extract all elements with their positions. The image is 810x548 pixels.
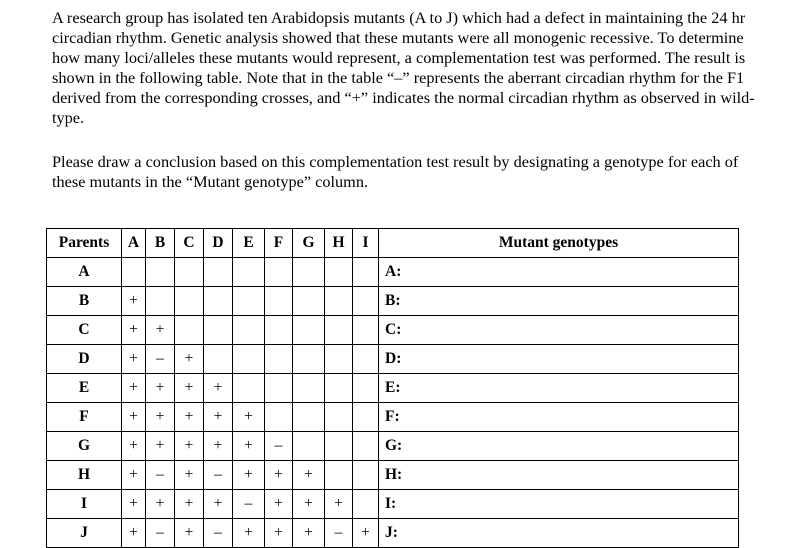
genotype-answer-cell[interactable]: C:	[379, 316, 739, 345]
cross-result-cell: +	[353, 519, 379, 548]
cross-result-cell	[233, 258, 265, 287]
cross-result-cell: +	[146, 432, 175, 461]
cross-result-cell: –	[204, 519, 233, 548]
row-parent-label: H	[47, 461, 122, 490]
table-row	[47, 519, 739, 548]
cross-result-cell: +	[122, 374, 146, 403]
cross-result-cell	[204, 316, 233, 345]
cross-result-cell: +	[122, 432, 146, 461]
cross-result-cell: +	[204, 374, 233, 403]
genotype-answer-cell[interactable]: G:	[379, 432, 739, 461]
column-header: C	[175, 229, 204, 258]
cross-result-cell: –	[265, 432, 293, 461]
row-parent-label: G	[47, 432, 122, 461]
cross-result-cell	[265, 374, 293, 403]
cross-result-cell: +	[204, 490, 233, 519]
row-parent-label: A	[47, 258, 122, 287]
cross-result-cell: +	[146, 403, 175, 432]
cross-result-cell	[175, 287, 204, 316]
cross-result-cell: +	[233, 403, 265, 432]
column-header: A	[122, 229, 146, 258]
cross-result-cell	[122, 258, 146, 287]
corner-header: Parents	[47, 229, 122, 258]
cross-result-cell: +	[175, 432, 204, 461]
cross-result-cell: +	[146, 490, 175, 519]
cross-result-cell: –	[146, 461, 175, 490]
cross-result-cell	[265, 345, 293, 374]
cross-result-cell	[293, 258, 325, 287]
cross-result-cell	[353, 287, 379, 316]
cross-result-cell	[233, 316, 265, 345]
genotype-answer-cell[interactable]: H:	[379, 461, 739, 490]
cross-result-cell	[325, 461, 353, 490]
column-header: F	[265, 229, 293, 258]
cross-result-cell: +	[175, 345, 204, 374]
cross-result-cell: +	[122, 345, 146, 374]
genotype-answer-cell[interactable]: D:	[379, 345, 739, 374]
cross-result-cell	[265, 316, 293, 345]
genotype-header: Mutant genotypes	[379, 229, 739, 258]
cross-result-cell	[233, 345, 265, 374]
cross-result-cell: +	[204, 403, 233, 432]
column-header: H	[325, 229, 353, 258]
cross-result-cell: +	[233, 432, 265, 461]
cross-result-cell: +	[122, 403, 146, 432]
table-row	[47, 258, 739, 287]
row-parent-label: C	[47, 316, 122, 345]
row-parent-label: F	[47, 403, 122, 432]
cross-result-cell: +	[175, 403, 204, 432]
table-row	[47, 345, 739, 374]
cross-result-cell	[204, 287, 233, 316]
cross-result-cell	[233, 374, 265, 403]
cross-result-cell: +	[122, 519, 146, 548]
cross-result-cell	[325, 345, 353, 374]
cross-result-cell: +	[233, 519, 265, 548]
cross-result-cell	[233, 287, 265, 316]
row-parent-label: I	[47, 490, 122, 519]
cross-result-cell: +	[233, 461, 265, 490]
cross-result-cell	[293, 345, 325, 374]
cross-result-cell: +	[293, 519, 325, 548]
column-header: B	[146, 229, 175, 258]
cross-result-cell: –	[204, 461, 233, 490]
cross-result-cell: +	[122, 316, 146, 345]
column-header: E	[233, 229, 265, 258]
cross-result-cell: +	[265, 519, 293, 548]
cross-result-cell: –	[233, 490, 265, 519]
cross-result-cell: +	[265, 461, 293, 490]
cross-result-cell	[325, 374, 353, 403]
cross-result-cell	[353, 432, 379, 461]
cross-result-cell: +	[122, 461, 146, 490]
cross-result-cell	[353, 490, 379, 519]
cross-result-cell	[325, 287, 353, 316]
table-row	[47, 432, 739, 461]
cross-result-cell	[175, 258, 204, 287]
instruction-paragraph: Please draw a conclusion based on this complementation test result by designating a genotype for each of these mutants in the “Mutant genotype” column.	[52, 152, 739, 191]
table-row	[47, 403, 739, 432]
cross-result-cell: +	[122, 490, 146, 519]
cross-result-cell	[293, 432, 325, 461]
cross-result-cell	[204, 345, 233, 374]
genotype-answer-cell[interactable]: B:	[379, 287, 739, 316]
cross-result-cell	[353, 461, 379, 490]
cross-result-cell: +	[146, 316, 175, 345]
genotype-answer-cell[interactable]: J:	[379, 519, 739, 548]
cross-result-cell: +	[122, 287, 146, 316]
cross-result-cell: +	[175, 490, 204, 519]
cross-result-cell: +	[175, 519, 204, 548]
cross-result-cell: –	[146, 519, 175, 548]
cross-result-cell	[325, 316, 353, 345]
cross-result-cell: +	[293, 490, 325, 519]
cross-result-cell: +	[175, 461, 204, 490]
cross-result-cell	[175, 316, 204, 345]
cross-result-cell	[353, 403, 379, 432]
table-row	[47, 287, 739, 316]
cross-result-cell	[265, 403, 293, 432]
cross-result-cell	[265, 287, 293, 316]
cross-result-cell	[146, 258, 175, 287]
cross-result-cell	[293, 316, 325, 345]
row-parent-label: E	[47, 374, 122, 403]
cross-result-cell	[353, 316, 379, 345]
cross-result-cell: –	[325, 519, 353, 548]
table-row	[47, 490, 739, 519]
cross-result-cell	[265, 258, 293, 287]
cross-result-cell: +	[293, 461, 325, 490]
cross-result-cell: +	[146, 374, 175, 403]
genotype-answer-cell[interactable]: A:	[379, 258, 739, 287]
cross-result-cell	[353, 374, 379, 403]
cross-result-cell	[293, 287, 325, 316]
cross-result-cell: +	[265, 490, 293, 519]
cross-result-cell: +	[175, 374, 204, 403]
row-parent-label: B	[47, 287, 122, 316]
intro-paragraph: A research group has isolated ten Arabidopsis mutants (A to J) which had a defect in maintaining the 24 hr circadian rhythm. Genetic analysis showed that these mutants were all monogenic recessive. To determine how many loci/alleles these mutants would represent, a complementation test was performed. The result is shown in the following table. Note that in the table “–” represents the aberrant circadian rhythm for the F1 derived from the corresponding crosses, and “+” indicates the normal circadian rhythm as observed in wild-type.	[52, 8, 755, 127]
column-header: I	[353, 229, 379, 258]
cross-result-cell	[293, 403, 325, 432]
cross-result-cell	[325, 258, 353, 287]
cross-result-cell: +	[325, 490, 353, 519]
cross-result-cell	[353, 258, 379, 287]
cross-result-cell: +	[204, 432, 233, 461]
cross-result-cell	[293, 374, 325, 403]
genotype-answer-cell[interactable]: E:	[379, 374, 739, 403]
cross-result-cell	[325, 432, 353, 461]
genotype-answer-cell[interactable]: I:	[379, 490, 739, 519]
row-parent-label: J	[47, 519, 122, 548]
cross-result-cell	[204, 258, 233, 287]
column-header: D	[204, 229, 233, 258]
complementation-table	[46, 228, 739, 548]
cross-result-cell	[325, 403, 353, 432]
cross-result-cell	[353, 345, 379, 374]
table-row	[47, 461, 739, 490]
cross-result-cell	[146, 287, 175, 316]
row-parent-label: D	[47, 345, 122, 374]
cross-result-cell: –	[146, 345, 175, 374]
table-row	[47, 316, 739, 345]
column-header: G	[293, 229, 325, 258]
genotype-answer-cell[interactable]: F:	[379, 403, 739, 432]
table-header-row	[47, 229, 739, 258]
table-row	[47, 374, 739, 403]
